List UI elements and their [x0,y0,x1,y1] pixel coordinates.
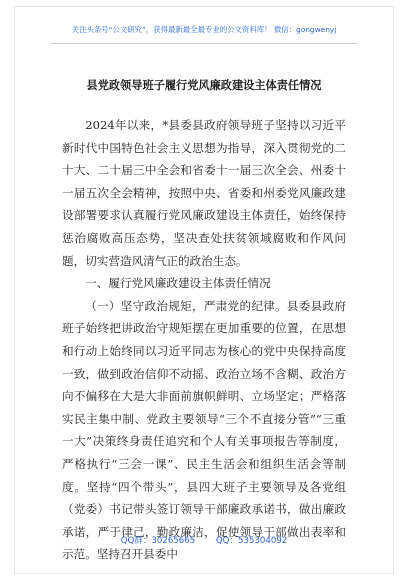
section-heading: 一、履行党风廉政建设主体责任情况 [85,276,271,291]
body-paragraph: （一）坚守政治规矩，严肃党的纪律。县委县政府班子始终把讲政治守规矩摆在更加重要的位置，在思想和行动上始终同以习近平同志为核心的党中央保持高度一致，做到政治信仰不动摇、政治立场不含糊、政治方向不偏移在大是大非面前旗帜鲜明、立场坚定；严格落实民主集中制、党政主要领导“三个不直接分管”“三重一大”决策终身责任追究和个人有关事项报告等制度，严格执行“三会一课”、民主生活会和组织生活会等制度。坚持“四个带头”，县四大班子主要领导及各党组（党委）书记带头签订领导干部廉政承诺书，做出廉政承诺，严于律己，勤政廉洁，促使领导干部做出表率和示范。坚持召开县委中 [62,298,346,562]
footer-qq-group: QQ群：30265665 [120,536,196,546]
header-divider [50,43,358,44]
document-title: 县党政领导班子履行党风廉政建设主体责任情况 [86,79,322,92]
document-body [62,114,346,566]
intro-paragraph: 2024年以来，*县委县政府领导班子坚持以习近平新时代中国特色社会主义思想为指导，深入贯彻党的二十大、二十届三中全会和省委十一届三次全会、州委十一届五次全会精神，按照中央、省委和州委党风廉政建设部署要求认真履行党风廉政建设主体责任，始终保持惩治腐败高压态势，坚决查处扶贫领域腐败和作风问题，切实营造风清气正的政治生态。 [62,118,346,268]
header-promo-text: 关注头条号“公文研究”，获得最新最全最专业的公文资料库！ 微信：gongwenyj [71,25,337,34]
footer-contact [0,534,408,546]
footer-qq-number: QQ：535304092 [215,536,288,546]
